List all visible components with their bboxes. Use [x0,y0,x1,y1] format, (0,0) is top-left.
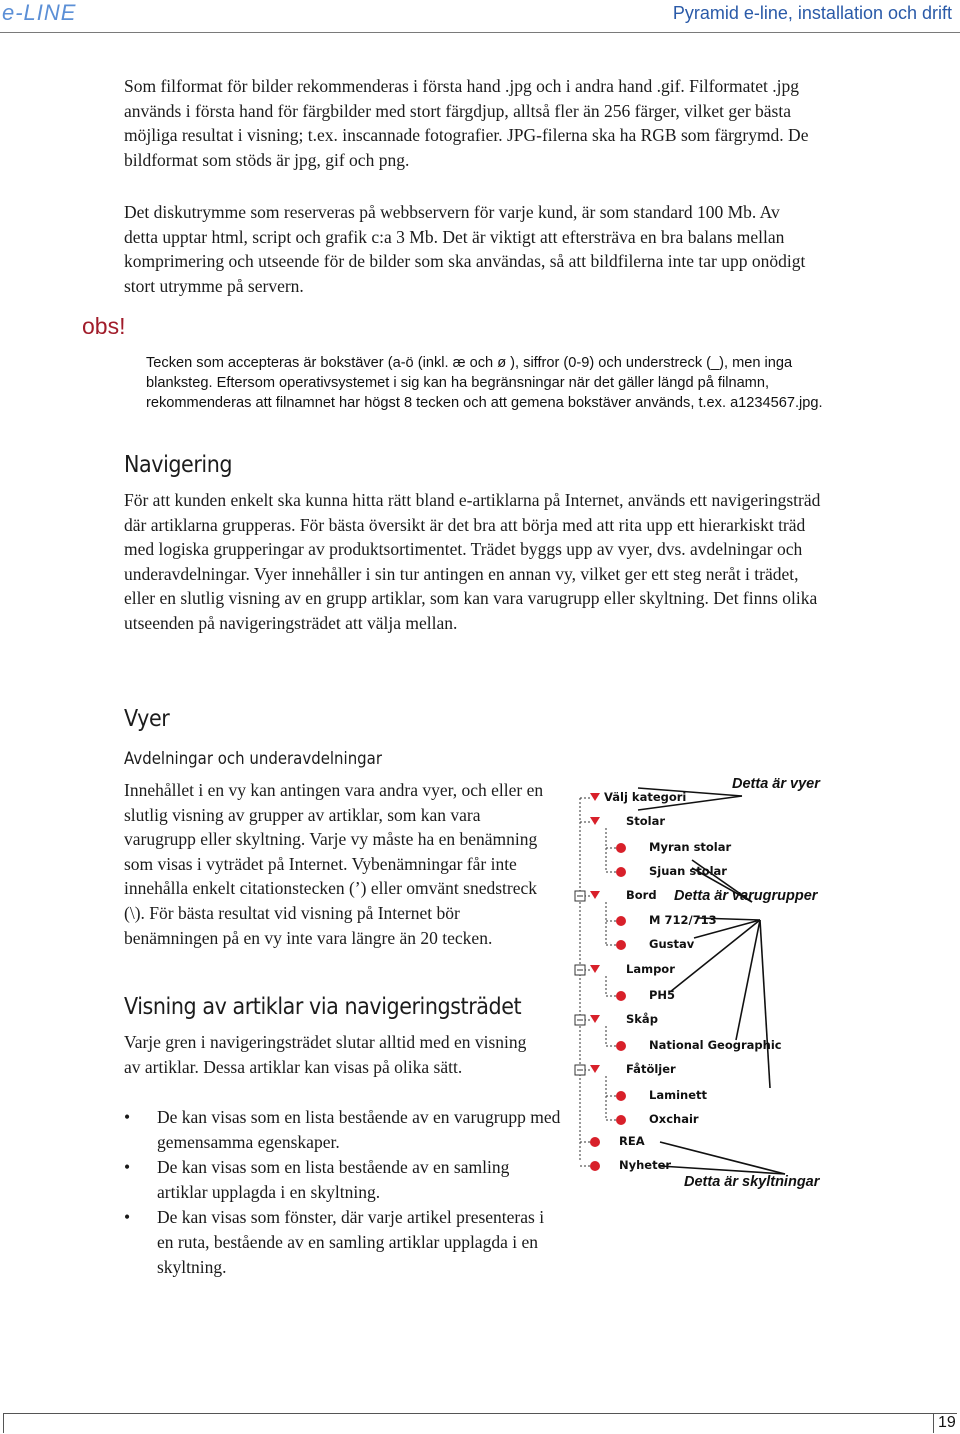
obs-note: Tecken som accepteras är bokstäver (a-ö (inkl. æ och ø ), siffror (0-9) och understreck (_), men inga blanksteg. Eftersom operativsystemet i sig kan ha begränsningar när det gäller längd på filnamn, rekommenderas att filnamnet har högst 8 tecken och att gemena bokstäver används, t.ex. a1234567.jpg. [146,355,823,411]
footer-tick-right [933,1413,934,1433]
header-title: Pyramid e-line, installation och drift [672,3,952,23]
header-logo: e-LINE [2,0,77,25]
callout-vyer: Detta är vyer [732,776,820,792]
tree-item-rea: REA [619,1134,645,1148]
tree-item-bord: Bord [626,888,657,902]
tree-item-oxchair: Oxchair [649,1112,699,1126]
tree-item-fatoljer: Fåtöljer [626,1062,676,1076]
paragraph-image-formats: Som filformat för bilder rekommenderas i första hand .jpg och i andra hand .gif. Filformatet .jpg används i första hand för färgbilder med stort färgdjup, alltså fler än 256 färger, vilket ger bästa möjliga resultat i visning; t.ex. inscannade fotografier. JPG-filerna ska ha RGB som färgrymd. De bildformat som stöds är jpg, gif och png. [124,76,809,170]
bullet-list [124,1105,564,1280]
paragraph-vyer: Innehållet i en vy kan antingen vara andra vyer, och eller en slutlig visning av grupper av artiklar, som kan vara varugrupp eller skyltning. Varje vy måste ha en benämning som visas i vyträdet på Internet. Vybenämningar får inte innehålla enkelt citationstecken (’) eller omvänt snedstreck (\). För bästa resultat vid visning på Internet bör benämningen på en vy inte vara längre än 20 tecken. [124,780,544,948]
bullet-item: • De kan visas som en lista bestående av en varugrupp med gemensamma egenskaper. [124,1107,561,1152]
tree-item-m-712-713: M 712/713 [649,913,717,927]
tree-item-sjuan-stolar: Sjuan stolar [649,864,727,878]
tree-item-laminett: Laminett [649,1088,707,1102]
header-rule [0,32,960,33]
paragraph-disk-space: Det diskutrymme som reserveras på webbservern för varje kund, är som standard 100 Mb. Av detta upptar html, script och grafik c:a 3 Mb. Det är viktigt att eftersträva en bra balans mellan komprimering och utseende för de bilder som ska användas, så att bildfilerna inte tar upp onödigt stort utrymme på servern. [124,202,806,296]
paragraph-navigering: För att kunden enkelt ska kunna hitta rätt bland e-artiklarna på Internet, används ett navigeringsträd där artiklarna grupperas. För bästa översikt är det bra att börja med att rita upp ett hierarkiskt träd med logiska grupperingar av produktsortimentet. Trädet byggs upp av vyer, dvs. avdelningar och underavdelningar. Vyer innehåller i sin tur antingen en annan vy, vilket ger ett steg neråt i trädet, eller en slutlig visning av en grupp artiklar, som kan vara varugrupp eller skyltning. Det finns olika utseenden på navigeringsträdet att välja mellan. [124,490,821,633]
tree-item-national-geographic: National Geographic [649,1038,782,1052]
tree-item-myran-stolar: Myran stolar [649,840,732,854]
paragraph-visning: Varje gren i navigeringsträdet slutar alltid med en visning av artiklar. Dessa artiklar kan visas på olika sätt. [124,1032,527,1077]
bullet-item: • De kan visas som fönster, där varje artikel presenteras i en ruta, bestående av en samling artiklar upplagda i en skyltning. [124,1207,545,1277]
tree-item-lampor: Lampor [626,962,675,976]
subheading-avdelningar: Avdelningar och underavdelningar [124,749,383,769]
obs-label: obs! [82,313,126,339]
footer-rule [3,1413,957,1414]
callout-varugrupper: Detta är varugrupper [674,888,818,904]
heading-visning: Visning av artiklar via navigeringsträdet [124,994,522,1020]
bullet-symbol: • [124,1207,131,1227]
heading-navigering: Navigering [124,452,233,478]
bullet-symbol: • [124,1157,131,1177]
tree-item-valj-kategori: Välj kategori [604,790,687,804]
navigation-tree-diagram [560,770,860,1210]
tree-item-skap: Skåp [626,1012,658,1026]
tree-item-nyheter: Nyheter [619,1158,672,1172]
tree-lines [560,770,860,1210]
page-number: 19 [938,1414,956,1431]
bullet-symbol: • [124,1107,131,1127]
tree-item-stolar: Stolar [626,814,666,828]
bullet-item: • De kan visas som en lista bestående av en samling artiklar upplagda i en skyltning. [124,1157,510,1202]
callout-skyltningar: Detta är skyltningar [684,1174,820,1190]
tree-item-gustav: Gustav [649,937,695,951]
footer-tick-left [3,1413,4,1433]
tree-item-ph5: PH5 [649,988,676,1002]
heading-vyer: Vyer [124,706,170,732]
